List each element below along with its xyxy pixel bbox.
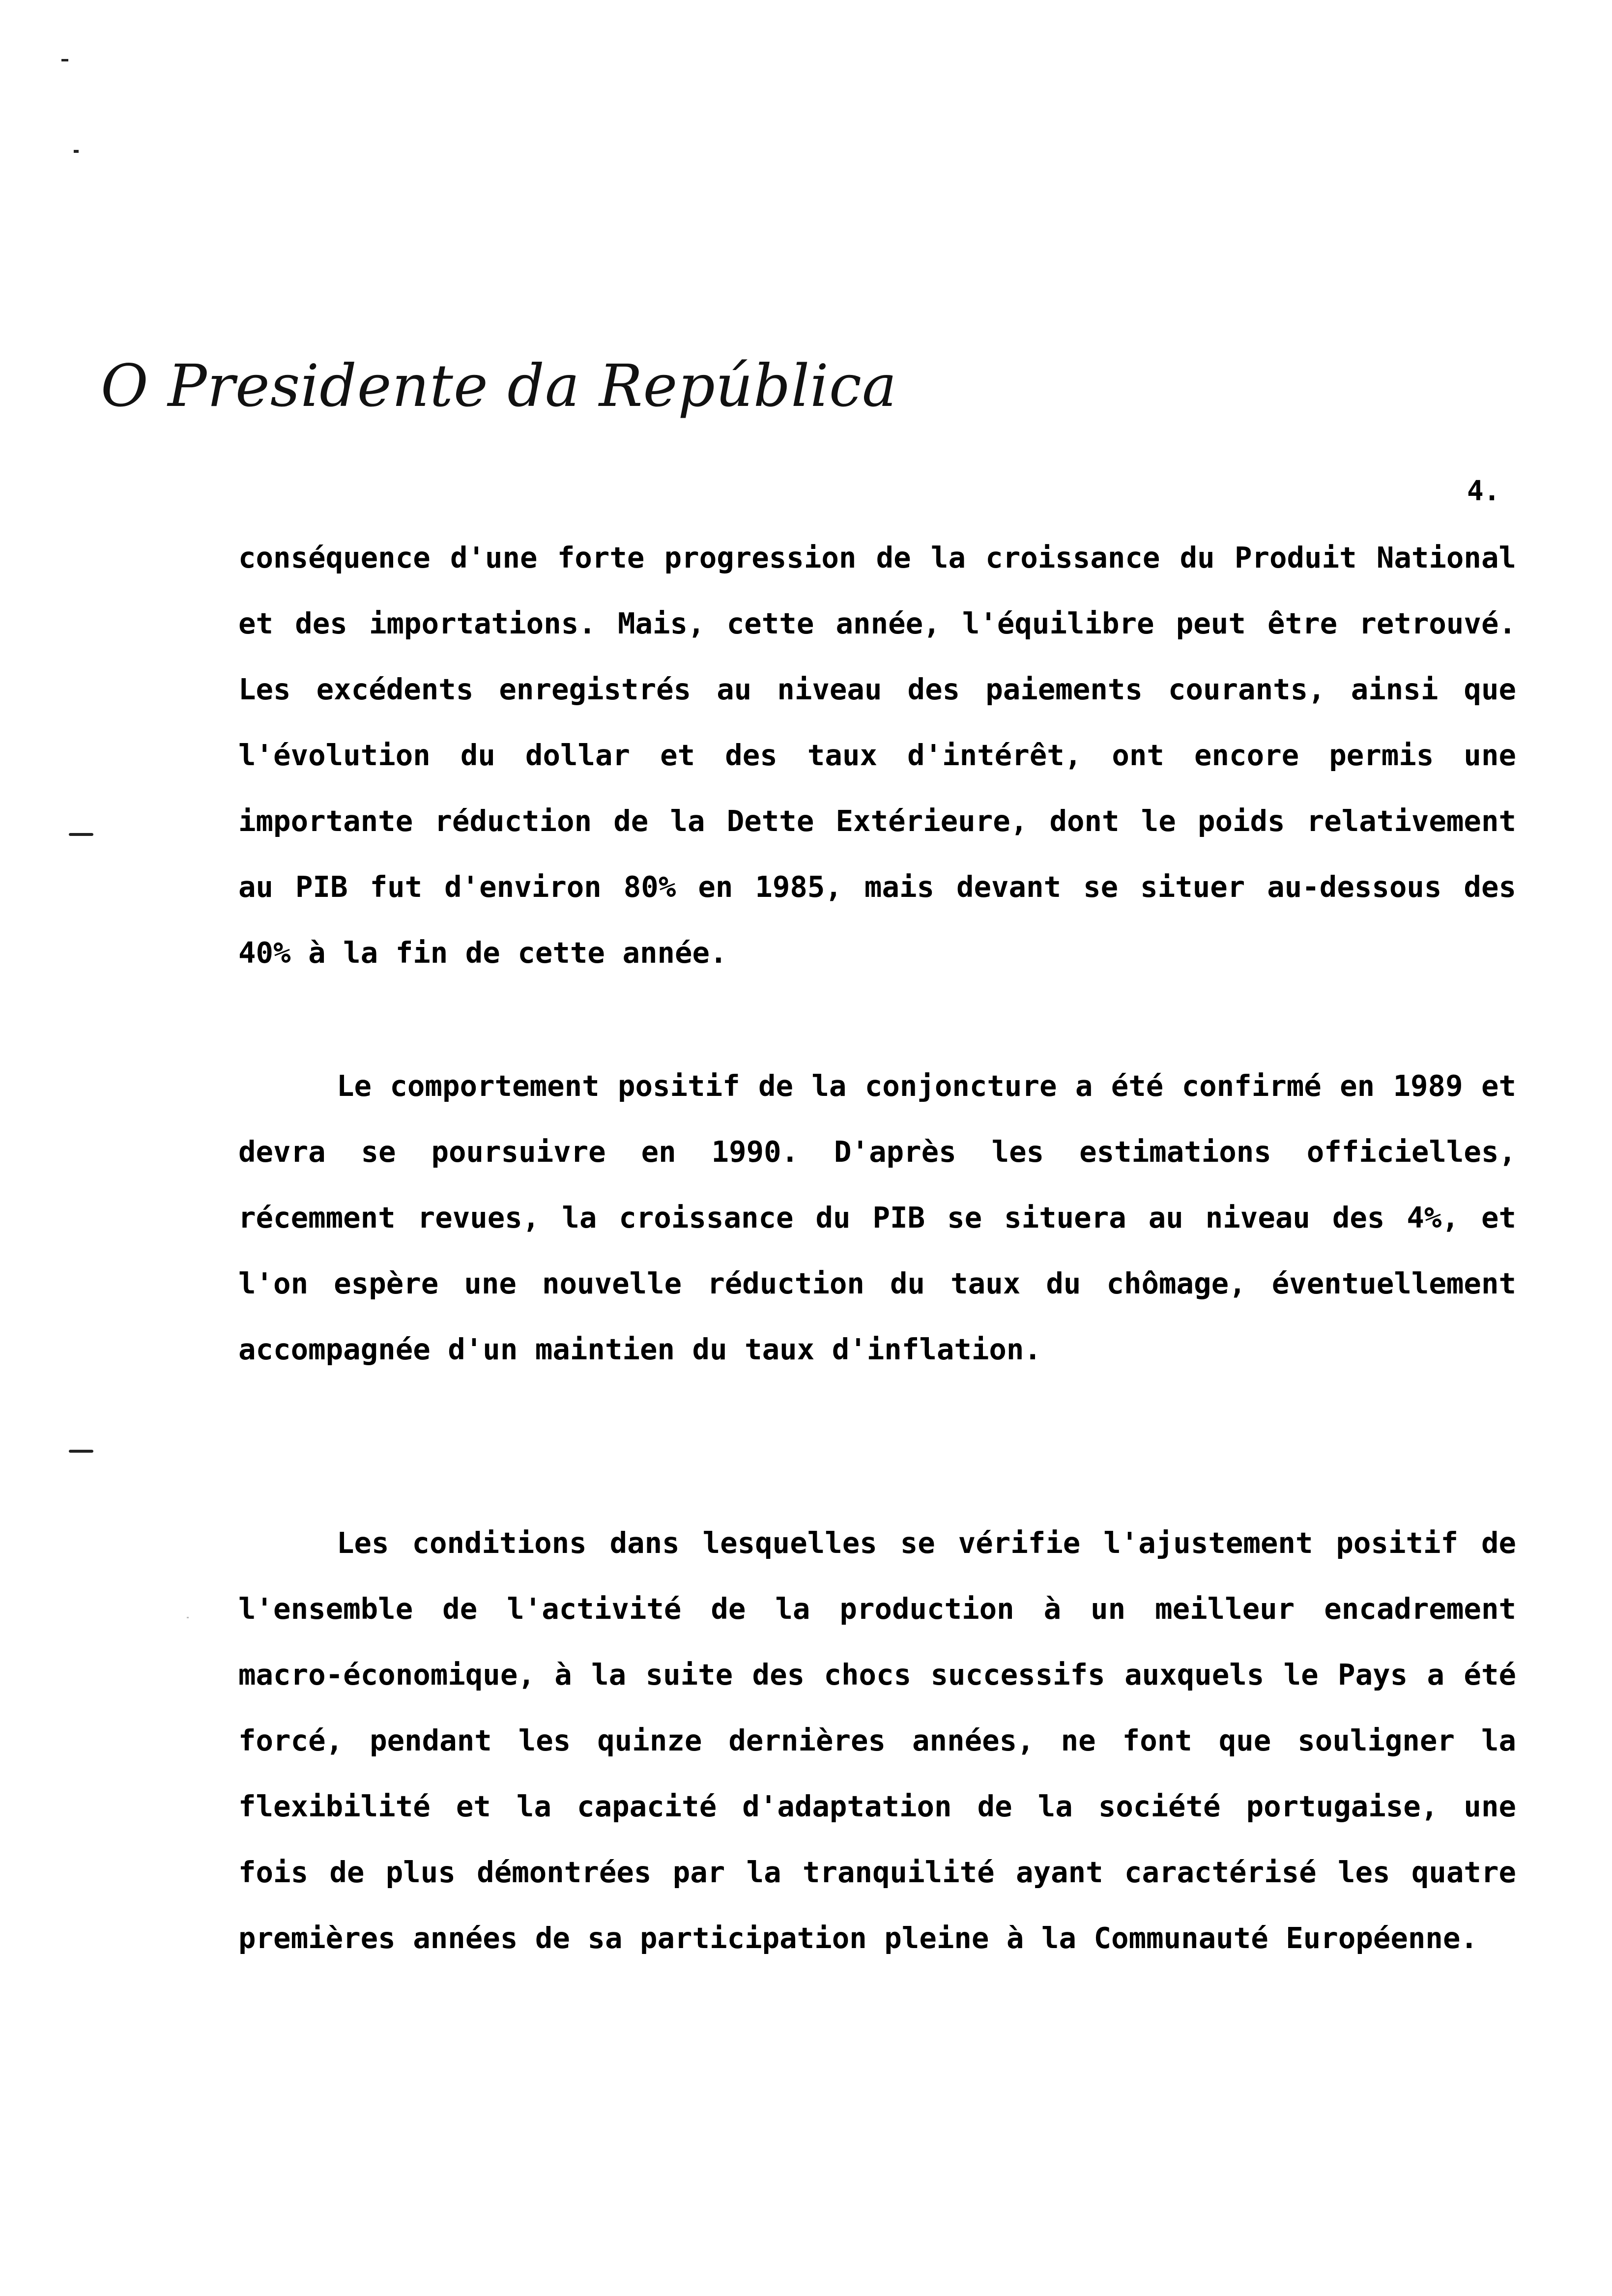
punch-hole-mark: [69, 833, 93, 836]
page-number: 4.: [1467, 475, 1500, 507]
scan-speck: [74, 150, 79, 153]
letterhead-title: O Presidente da República: [101, 352, 897, 420]
paragraph-adjustment: Les conditions dans lesquelles se vérifie l'ajustement positif de l'ensemble de l'activité de la production à un meilleur encadrement macro-économique, à la suite des chocs successifs auxquels le Pays a été forcé, pendant les quinze dernières années, ne font que souligner la flexibilité et la capacité d'adaptation de la société portugaise, une fois de plus démontrées par la tranquilité ayant caractérisé les quatre premières années de sa participation pleine à la Communauté Européenne.: [238, 1526, 1516, 1955]
punch-hole-mark: [69, 1450, 93, 1453]
scan-speck: [187, 1617, 189, 1618]
paragraph-conjuncture: Le comportement positif de la conjoncture a été confirmé en 1989 et devra se poursuivre en 1990. D'après les estimations officielles, récemment revues, la croissance du PIB se situera au niveau des 4%, et l'on espère une nouvelle réduction du taux du chômage, éventuellement accompagnée d'un maintien du taux d'inflation.: [238, 1069, 1516, 1366]
paragraph-economic-balance: conséquence d'une forte progression de la croissance du Produit National et des importations. Mais, cette année, l'équilibre peut être retrouvé. Les excédents enregistrés au niveau des paiements courants, ainsi que l'évolution du dollar et des taux d'intérêt, ont encore permis une importante réduction de la Dette Extérieure, dont le poids relativement au PIB fut d'environ 80% en 1985, mais devant se situer au-dessous des 40% à la fin de cette année.: [238, 541, 1516, 970]
scan-speck: [61, 59, 68, 61]
